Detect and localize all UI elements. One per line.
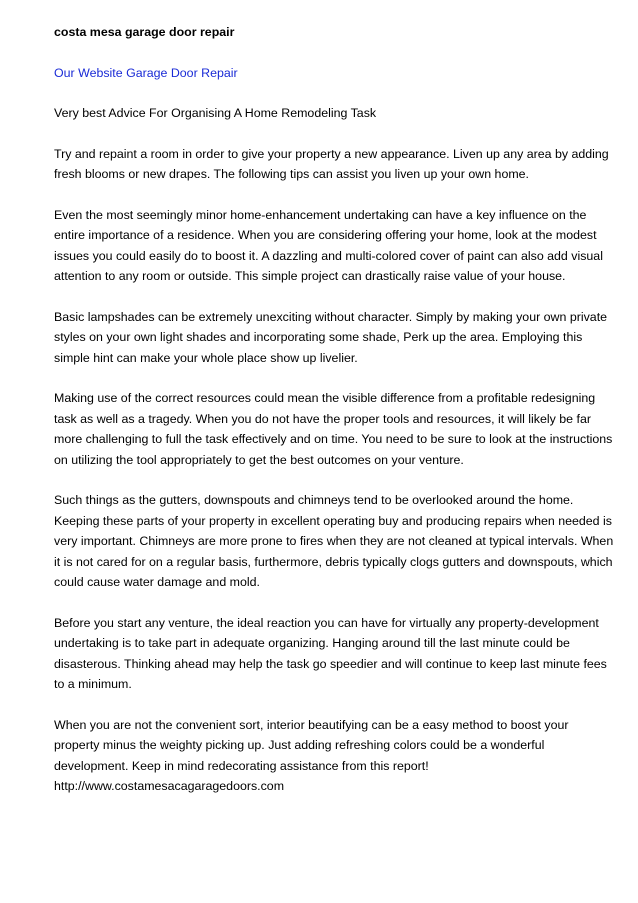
paragraph-3: Basic lampshades can be extremely unexciting without character. Simply by making your own private styles on your own light shades and incorporating some shade, Perk up the area. Employing this simple hint can make your whole place show up livelier. <box>54 309 608 365</box>
paragraph-2: Even the most seemingly minor home-enhancement undertaking can have a key influence on the entire importance of a residence. When you are considering offering your home, look at the modest issues you could easily do to boost it. A dazzling and multi-colored cover of paint can also add visual attention to any room or outside. This simple project can drastically raise value of your house. <box>54 207 603 283</box>
paragraph-5: Such things as the gutters, downspouts and chimneys tend to be overlooked around the home. Keeping these parts of your property in excellent operating buy and producing repairs when needed is very important. Chimneys are more prone to fires when they are not cleaned at typical intervals. When it is not cared for on a regular basis, furthermore, debris typically clogs gutters and downspouts, which could cause water damage and mold. <box>54 493 614 589</box>
footer-url: http://www.costamesacagaragedoors.com <box>54 779 285 793</box>
document-title: costa mesa garage door repair <box>54 25 235 39</box>
document-page <box>54 22 614 797</box>
article-heading: Very best Advice For Organising A Home Remodeling Task <box>54 106 377 120</box>
paragraph-6: Before you start any venture, the ideal reaction you can have for virtually any property-development undertaking is to take part in adequate organizing. Hanging around till the last minute could be disasterous. Thinking ahead may help the task go speedier and will continue to keep last minute fees to a minimum. <box>54 615 607 691</box>
website-link[interactable]: Our Website Garage Door Repair <box>54 65 238 80</box>
paragraph-4: Making use of the correct resources could mean the visible difference from a profitable redesigning task as well as a tragedy. When you do not have the proper tools and resources, it will likely be far more challenging to full the task effectively and on time. You need to be sure to look at the instructions on utilizing the tool appropriately to get the best outcomes on your venture. <box>54 391 613 467</box>
paragraph-1: Try and repaint a room in order to give your property a new appearance. Liven up any area by adding fresh blooms or new drapes. The following tips can assist you liven up your own home. <box>54 146 609 181</box>
paragraph-7: When you are not the convenient sort, interior beautifying can be a easy method to boost your property minus the weighty picking up. Just adding refreshing colors could be a wonderful development. Keep in mind redecorating assistance from this report! <box>54 717 569 773</box>
